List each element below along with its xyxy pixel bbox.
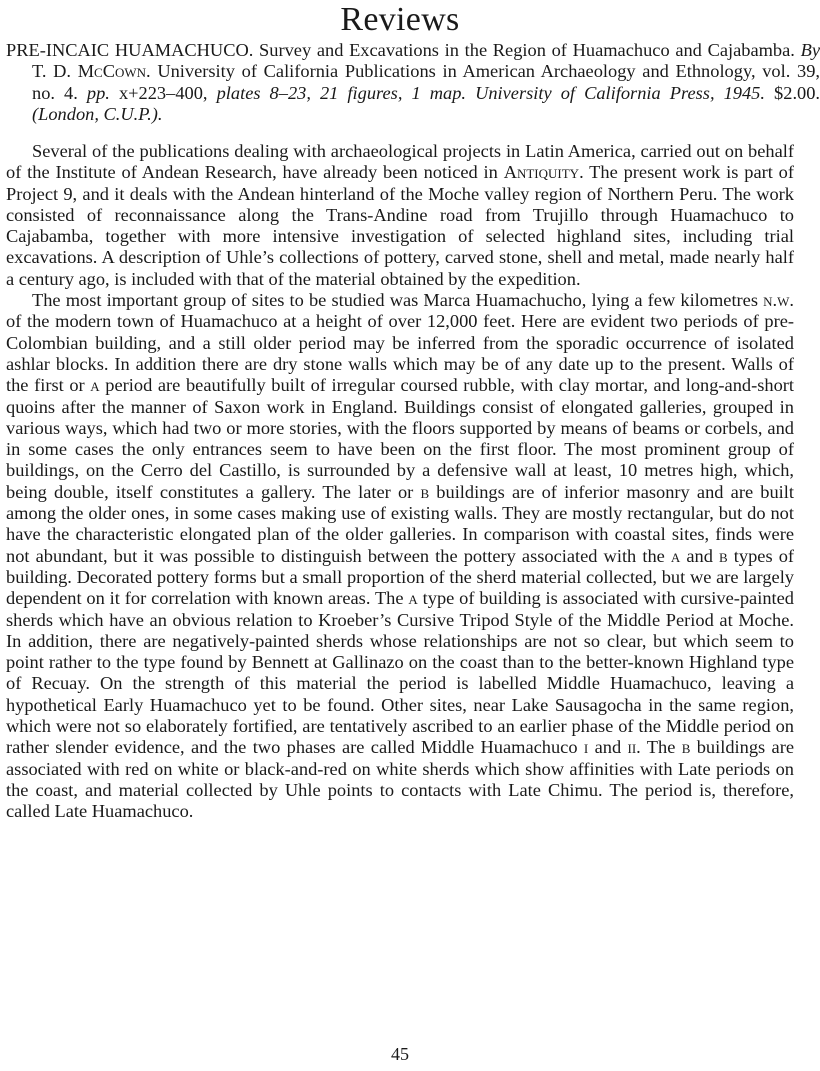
text-run: Several of the publications dealing with archaeological projects in Latin America, carried out on behalf of the Institute of Andean Research, have already been noticed in [6, 141, 794, 183]
text-run: of the modern town of Huamachuco at a height of over 12,000 feet. Here are evident two periods of pre-Colombian building, and a still older period may be inferred from the sporadic occurrence of isolated ashlar blocks. In addition there are dry stone walls which may be of any date up to the present. Walls of the first or [6, 311, 794, 396]
review-body [6, 141, 794, 823]
pages-label: pp. [86, 82, 110, 103]
publisher: University of California Press, 1945. [475, 82, 765, 103]
small-caps-text: b [719, 545, 728, 566]
small-caps-text: a [408, 588, 418, 609]
text-run: type of building is associated with cursive-painted sherds which have an obvious relation to Kroeber’s Cursive Tripod Style of the Middle Period at Moche. In addition, there are negatively-painted sherds whose relationships are not so clear, but which seem to point rather to the type found by Bennett at Gallinazo on the coast than to the better-known Highland type of Recuay. On the strength of this material the period is labelled Middle Huamachuco, leaving a hypothetical Early Huamachuco yet to be found. Other sites, near Lake Sausagocha in the same region, which were not so elaborately fortified, are tentatively ascribed to an earlier phase of the Middle period on rather slender evidence, and the two phases are called Middle Huamachuco [6, 588, 794, 758]
price: $2.00. [774, 82, 820, 103]
body-paragraph [6, 290, 794, 822]
text-run: . The [636, 737, 682, 758]
text-run: buildings are associated with red on white or black-and-red on white sherds which show affinities with Late periods on the coast, and material collected by Uhle points to contacts with Late Chimu. The period is, therefore, called Late Huamachuco. [6, 737, 794, 822]
small-caps-text: b [681, 737, 691, 758]
body-paragraph [6, 141, 794, 290]
small-caps-text: a [90, 375, 100, 396]
author: T. D. McCown. [32, 61, 151, 82]
small-caps-text: Antiquity [503, 162, 580, 183]
series: University of California Publications in American Archaeology and Ethnology, vol. 39, no. 4. [32, 61, 820, 103]
small-caps-text: a [670, 545, 681, 566]
book-title: PRE-INCAIC HUAMACHUCO. [6, 40, 254, 60]
text-run: The most important group of sites to be studied was Marca Huamachucho, lying a few kilometres [32, 290, 764, 311]
small-caps-text: n.w. [763, 290, 794, 311]
book-subtitle: Survey and Excavations in the Region of Huamachuco and Cajabamba. [259, 40, 795, 60]
small-caps-text: b [420, 481, 430, 502]
text-run: buildings are of inferior masonry and are built among the older ones, in some cases making use of existing walls. They are mostly rectangular, but do not have the characteristic elongated plan of the older galleries. In comparison with coastal sites, finds were not abundant, but it was possible to distinguish between the pottery associated with the [6, 481, 795, 566]
bibliographic-entry [6, 40, 820, 125]
small-caps-text: i [583, 737, 589, 758]
text-run: and [588, 737, 628, 758]
page-range: x+223–400, [118, 82, 208, 103]
text-run: period are beautifully built of irregular coursed rubble, with clay mortar, and long-and-short quoins after the manner of Saxon work in England. Buildings consist of elongated galleries, grouped in various ways, which had two or more stories, with the floors supported by means of beams or corbels, and in some cases the only entrances seem to have been on the first floor. The most prominent group of buildings, on the Cerro del Castillo, is surrounded by a defensive wall at least, 10 metres high, which, being double, itself constitutes a gallery. The later or [6, 375, 794, 502]
page-number: 45 [391, 1044, 409, 1064]
by-label: By [800, 40, 820, 60]
section-title: Reviews [340, 1, 460, 38]
small-caps-text: ii [627, 737, 637, 758]
text-run: . The present work is part of Project 9, and it deals with the Andean hinterland of the Moche valley region of Northern Peru. The work consisted of reconnaissance along the Trans-Andine road from Trujillo through Huamachuco to Cajabamba, together with more intensive investigation of selected highland sites, including trial excavations. A description of Uhle’s collections of pottery, carved stone, shell and metal, made nearly half a century ago, is included with that of the material obtained by the expedition. [6, 162, 794, 289]
text-run: types of building. Decorated pottery forms but a small proportion of the sherd material collected, but we are largely dependent on it for correlation with known areas. The [6, 545, 795, 609]
distributor: (London, C.U.P.). [32, 103, 163, 124]
text-run: and [680, 545, 720, 566]
plates: plates 8–23, 21 figures, 1 map. [216, 82, 466, 103]
